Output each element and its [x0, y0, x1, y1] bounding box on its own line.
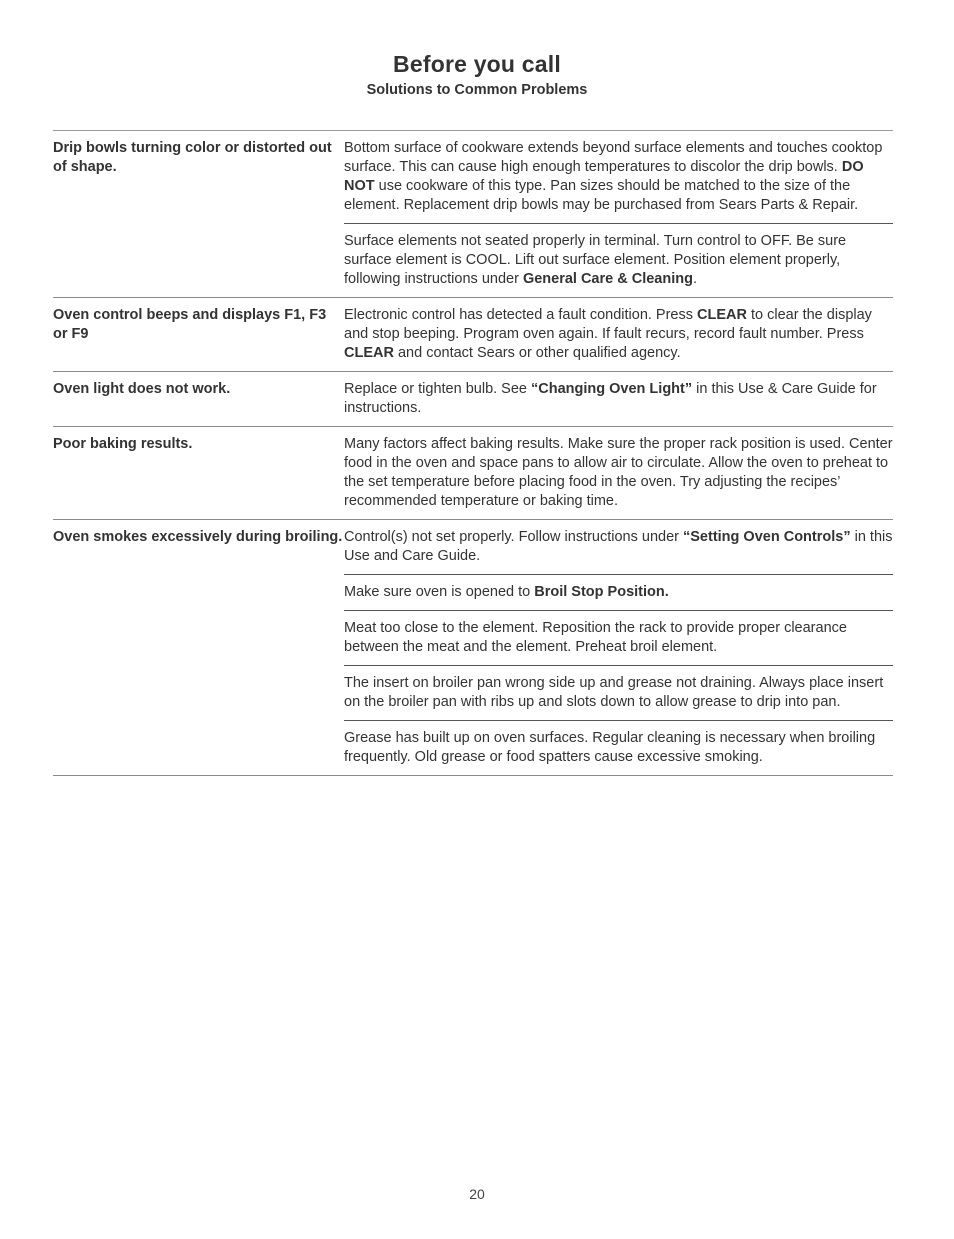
text-segment: Bottom surface of cookware extends beyond surface elements and touches cooktop surface. This can cause high enough temperatures to discolor the drip bowls.: [344, 140, 883, 175]
solution-text: [344, 427, 893, 519]
problem-label: Poor baking results.: [53, 436, 193, 452]
solution-text: [344, 610, 893, 665]
troubleshooting-table: [53, 130, 893, 776]
solutions-cell: [344, 372, 893, 426]
solution-text: [344, 665, 893, 720]
solutions-cell: [344, 131, 893, 297]
page-title: Before you call: [393, 51, 561, 77]
table-row: [53, 131, 893, 298]
table-row: [53, 520, 893, 776]
text-segment: use cookware of this type. Pan sizes should be matched to the size of the element. Replacement drip bowls may be purchased from Sears Parts & Repair.: [344, 178, 859, 213]
page-header: [0, 50, 954, 99]
emphasis-text: Broil Stop Position.: [534, 584, 669, 600]
solutions-cell: [344, 427, 893, 519]
text-segment: Surface elements not seated properly in terminal. Turn control to OFF. Be sure surface element is COOL. Lift out surface element. Position element properly, following instructions under: [344, 233, 847, 287]
emphasis-text: CLEAR: [697, 307, 747, 323]
text-segment: Electronic control has detected a fault condition. Press: [344, 307, 698, 323]
page-number: 20: [469, 1186, 485, 1202]
table-row: [53, 298, 893, 372]
text-segment: and contact Sears or other qualified agency.: [393, 345, 681, 361]
solution-text: [344, 720, 893, 775]
solutions-cell: [344, 298, 893, 371]
problem-label: Drip bowls turning color or distorted out of shape.: [53, 140, 332, 175]
text-segment: Meat too close to the element. Reposition the rack to provide proper clearance between the meat and the element. Preheat broil element.: [344, 620, 847, 655]
solution-text: [344, 520, 893, 574]
text-segment: in this Use and Care Guide.: [344, 529, 893, 564]
text-segment: Many factors affect baking results. Make sure the proper rack position is used. Center food in the oven and space pans to allow air to circulate. Allow the oven to preheat to the set temperature before placing food in the oven. Try adjusting the recipes’ recommended temperature or baking time.: [344, 436, 893, 509]
table-row: [53, 372, 893, 427]
problem-label: Oven smokes excessively during broiling.: [53, 529, 343, 545]
text-segment: Replace or tighten bulb. See: [344, 381, 532, 397]
emphasis-text: DO NOT: [344, 159, 864, 194]
emphasis-text: General Care & Cleaning: [522, 271, 693, 287]
solution-text: [344, 131, 893, 223]
text-segment: Control(s) not set properly. Follow instructions under: [344, 529, 684, 545]
text-segment: to clear the display and stop beeping. Program oven again. If fault recurs, record fault number. Press: [344, 307, 872, 342]
solution-text: [344, 298, 893, 371]
text-segment: .: [692, 271, 697, 287]
text-segment: The insert on broiler pan wrong side up and grease not draining. Always place insert on the broiler pan with ribs up and slots down to allow grease to drip into pan.: [344, 675, 884, 710]
problem-label: Oven light does not work.: [53, 381, 231, 397]
text-segment: Make sure oven is opened to: [344, 584, 535, 600]
emphasis-text: CLEAR: [344, 345, 394, 361]
solution-text: [344, 372, 893, 426]
page-subtitle: Solutions to Common Problems: [366, 82, 588, 98]
emphasis-text: “Setting Oven Controls”: [683, 529, 851, 545]
emphasis-text: “Changing Oven Light”: [531, 381, 693, 397]
solution-text: [344, 574, 893, 610]
problem-label: Oven control beeps and displays F1, F3 or F9: [53, 307, 327, 342]
table-row: [53, 427, 893, 520]
text-segment: in this Use & Care Guide for instructions.: [344, 381, 877, 416]
solutions-cell: [344, 520, 893, 775]
solution-text: [344, 223, 893, 297]
text-segment: Grease has built up on oven surfaces. Regular cleaning is necessary when broiling frequently. Old grease or food spatters cause excessive smoking.: [344, 730, 876, 765]
